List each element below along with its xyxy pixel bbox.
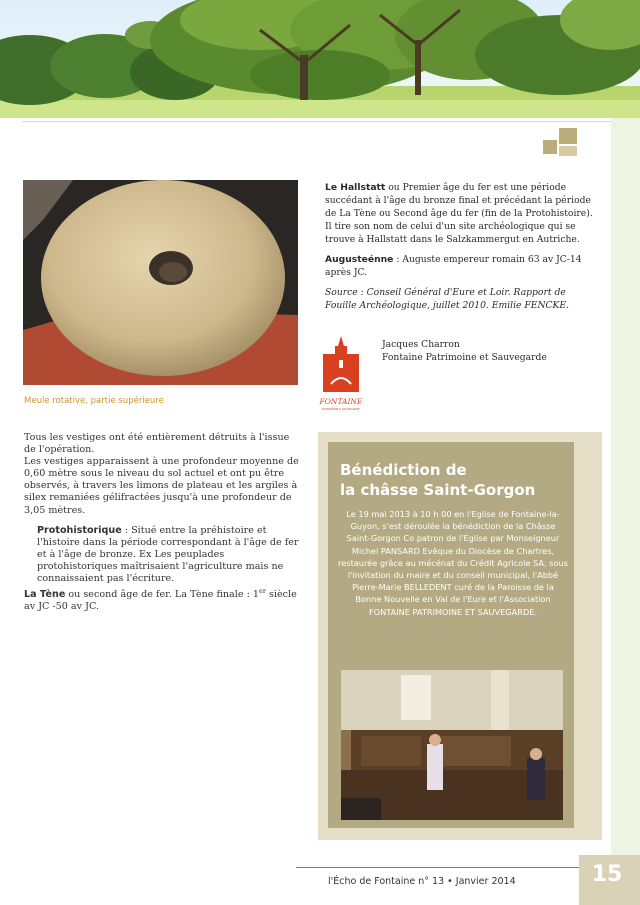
la-tene-definition: La Tène ou second âge de fer. La Tène finale : 1er siècle av JC -50 av JC. [24,587,297,613]
author-signature [382,338,547,364]
glossary-column [325,181,599,319]
author-name: Jacques Charron [382,339,460,350]
body-paragraph: Les vestiges apparaissent à une profondeur moyenne de 0,60 mètre sous le niveau du sol actuel et ont pu être observés, à travers les limons de plateau et les argiles à silex remaniées gélifractées jusqu'à une profondeur de 3,05 mètres. [24,456,299,516]
top-divider [22,121,611,122]
footer-divider [296,867,580,868]
church-interior-photo [341,670,563,820]
photo-caption: Meule rotative, partie supérieure [24,396,164,406]
hallstatt-paragraph: Le Hallstatt ou Premier âge du fer est une période succédant à l'âge du bronze final et précédant la période de La Tène ou Second âge du fer (fin de la Protohistoire). Il tire son nom de celui d'un site archéologique qui se trouve à Hallstatt dans le Salzkammergut en Autriche. [325,182,593,245]
millstone-photo [23,180,298,385]
hallstatt-term: Le Hallstatt [325,182,386,193]
page-number: 15 [591,862,623,887]
body-paragraph: Tous les vestiges ont été entièrement détruits à l'issue de l'opération. [24,432,290,456]
author-organization: Fontaine Patrimoine et Sauvegarde [382,352,547,363]
benediction-text: Le 19 mai 2013 à 10 h 00 en l'Eglise de Fontaine-la-Guyon, s'est déroulée la bénédiction de la Châsse Saint-Gorgon Co patron de l'Eglise par Monseigneur Michel PANSARD Evêque du Diocèse de Chartres, restaurée grâce au mécénat du Crédit Agricole SA, sous l'invitation du maire et du conseil municipal, l'Abbé Pierre-Marie BELLEDENT curé de la Paroisse de la Bonne Nouvelle en Val de l'Eure et l'Association FONTAINE PATRIMOINE ET SAUVEGARDE. [338,509,568,617]
article-body [24,432,302,614]
logo-wordmark: FONTAINE [319,397,363,406]
fontaine-logo [317,334,365,412]
source-citation: Source : Conseil Général d'Eure et Loir. Rapport de Fouille Archéologique, juillet 2010. Emilie FENCKE. [325,287,570,311]
decorative-squares [543,128,579,156]
right-margin-strip [611,118,640,905]
logo-tagline: PATRIMOINE & SAUVEGARDE [322,408,360,411]
benediction-title: Bénédiction de la châsse Saint-Gorgon [340,461,536,499]
protohistorique-definition: Protohistorique : Situé entre la préhistoire et l'histoire dans la période correspondant à l'âge de fer et à l'âge de bronze. Ex Les peuplades protohistoriques maîtrisaient l'agriculture mais ne connaissaient pas l'écriture. [37,524,299,585]
augusteenne-term: Augusteénne [325,254,394,265]
augusteenne-paragraph: Augusteénne : Auguste empereur romain 63 av JC-14 après JC. [325,254,582,278]
footer-publication: l'Écho de Fontaine n° 13 • Janvier 2014 [328,876,516,887]
header-banner-photo [0,0,640,118]
